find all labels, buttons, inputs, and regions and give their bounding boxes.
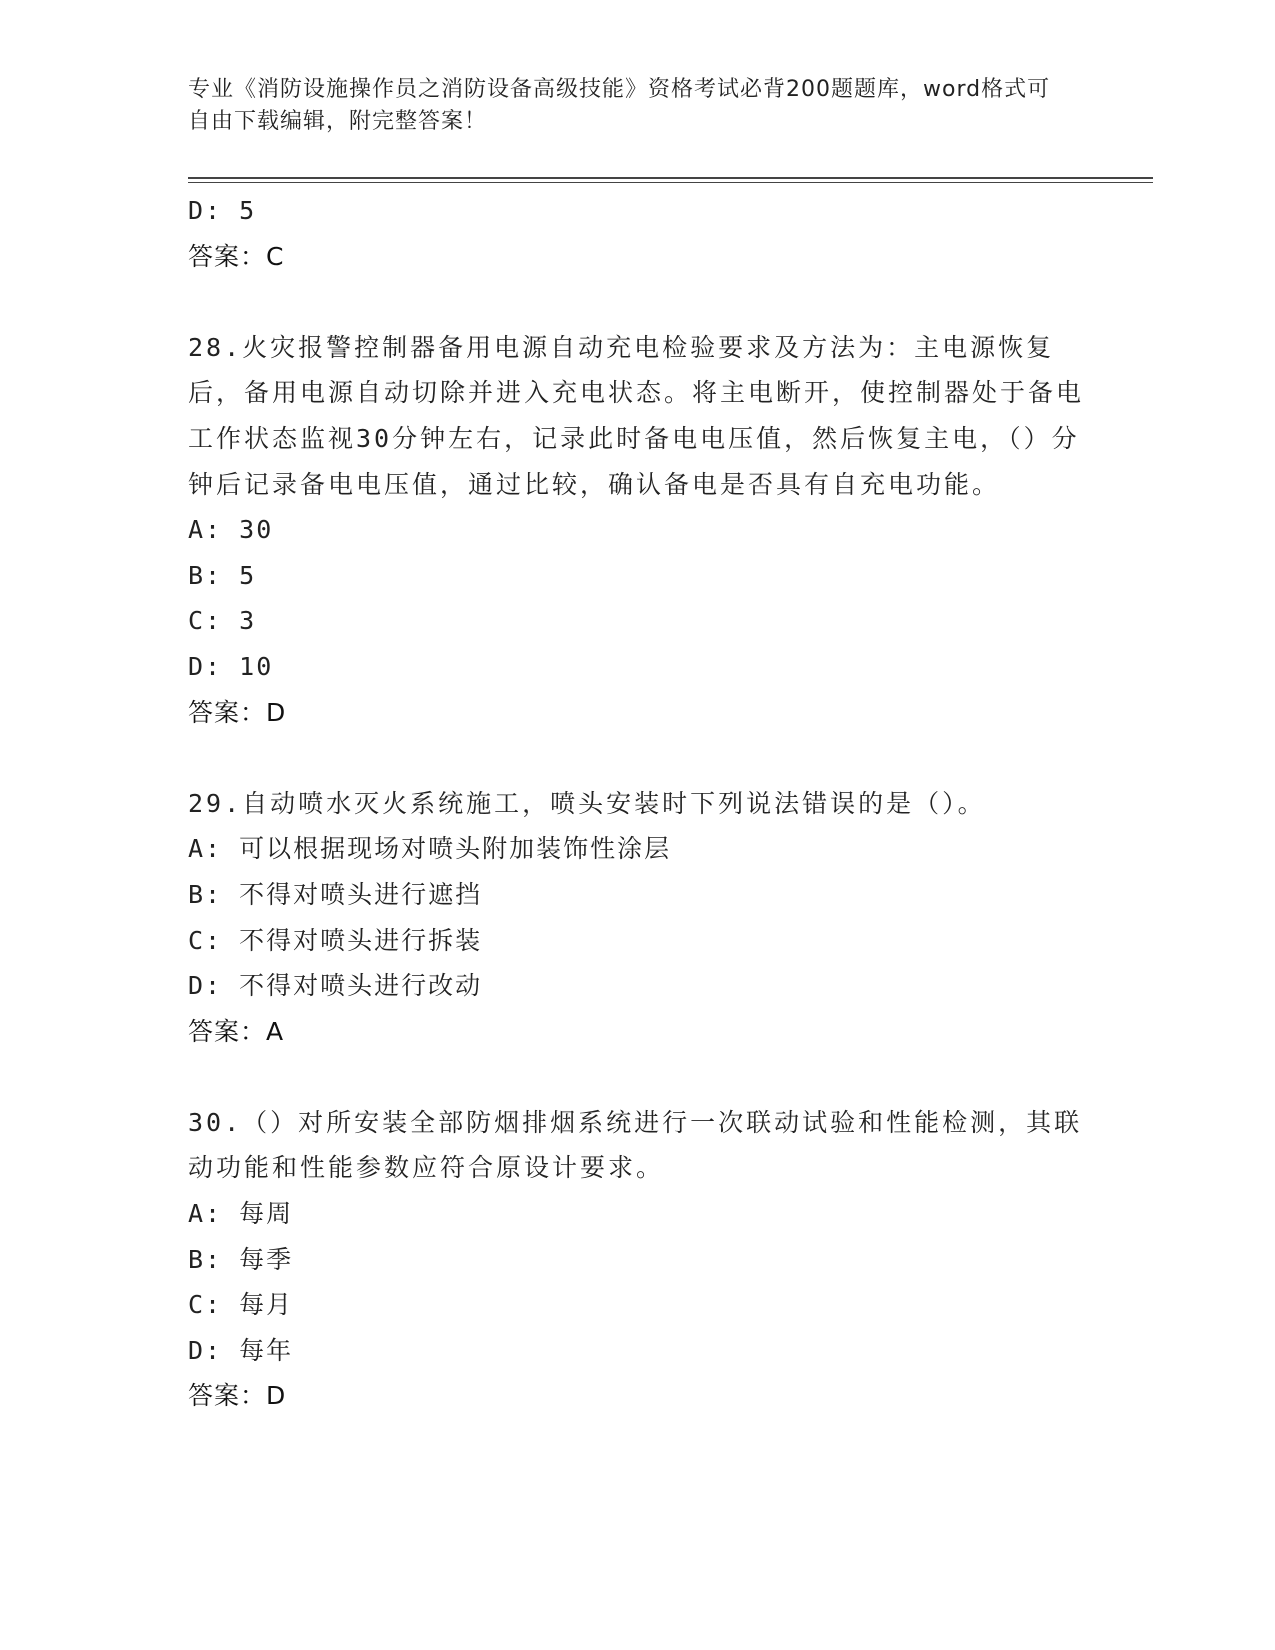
question-29: [188, 781, 1088, 1055]
option-b: B: 5: [188, 560, 257, 590]
spacer: [188, 1054, 1088, 1100]
option-a: A: 可以根据现场对喷头附加装饰性涂层: [188, 834, 672, 864]
header-divider: [188, 177, 1153, 179]
spacer: [188, 279, 1088, 325]
question-27-tail: [188, 188, 1088, 279]
option-d: D: 5: [188, 196, 257, 225]
option-b: B: 每季: [188, 1244, 294, 1274]
option-d: D: 每年: [188, 1335, 294, 1365]
answer-line: 答案：D: [188, 697, 287, 727]
option-a: A: 30: [188, 515, 274, 545]
option-d: D: 10: [188, 651, 274, 681]
question-stem: 30.（）对所安装全部防烟排烟系统进行一次联动试验和性能检测，其联动功能和性能参数应符合原设计要求。: [188, 1107, 1083, 1183]
answer-line: 答案：A: [188, 1016, 285, 1046]
question-28: [188, 325, 1088, 735]
document-header: 专业《消防设施操作员之消防设备高级技能》资格考试必背200题题库，word格式可自由下载编辑，附完整答案！: [188, 77, 1051, 134]
option-b: B: 不得对喷头进行遮挡: [188, 879, 483, 909]
option-c: C: 不得对喷头进行拆装: [188, 925, 483, 955]
question-stem: 28.火灾报警控制器备用电源自动充电检验要求及方法为：主电源恢复后，备用电源自动切除并进入充电状态。将主电断开，使控制器处于备电工作状态监视30分钟左右，记录此时备电电压值，然后恢复主电，（）分钟后记录备电电压值，通过比较，确认备电是否具有自充电功能。: [188, 332, 1085, 499]
option-c: C: 每月: [188, 1290, 294, 1320]
option-a: A: 每周: [188, 1199, 294, 1229]
spacer: [188, 735, 1088, 781]
question-content: [188, 188, 1088, 1419]
answer-line: 答案：D: [188, 1381, 287, 1411]
option-d: D: 不得对喷头进行改动: [188, 971, 483, 1001]
question-stem: 29.自动喷水灭火系统施工，喷头安装时下列说法错误的是（）。: [188, 788, 986, 818]
header-divider-thin: [188, 182, 1153, 183]
option-c: C: 3: [188, 606, 257, 636]
question-30: [188, 1100, 1088, 1419]
answer-line: 答案：C: [188, 241, 285, 271]
